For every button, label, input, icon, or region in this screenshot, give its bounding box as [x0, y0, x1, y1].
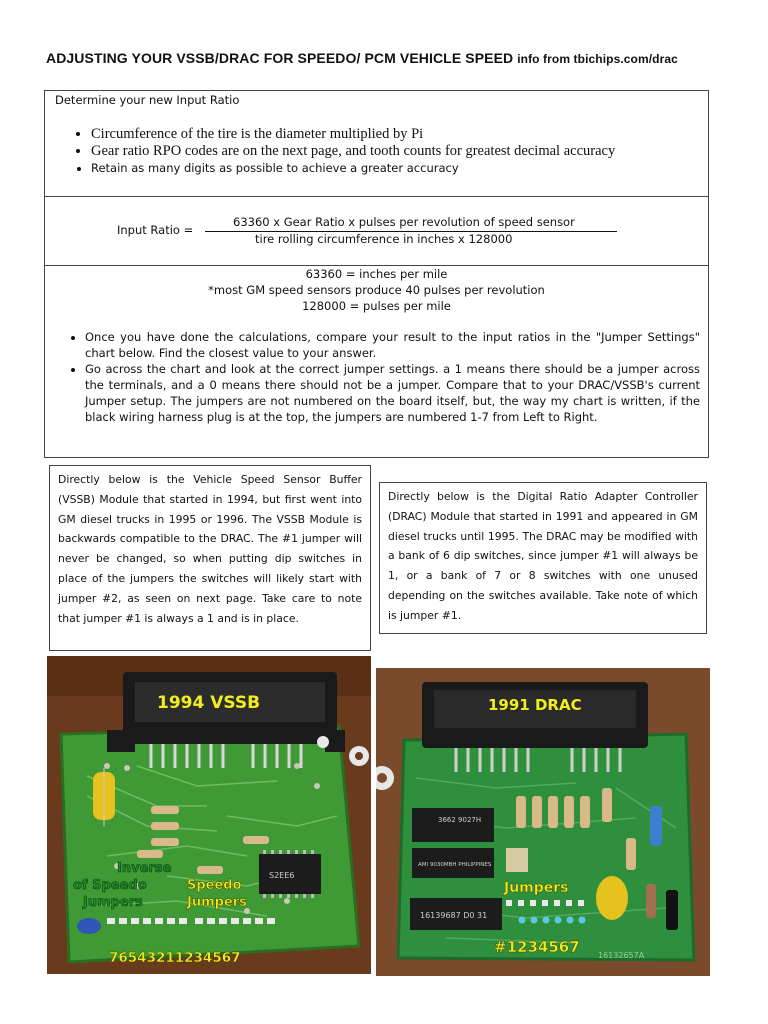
formula-denominator: tire rolling circumference in inches x 128000 — [255, 232, 513, 246]
formula-numerator: 63360 x Gear Ratio x pulses per revolution of speed sensor — [233, 215, 575, 229]
jumpers-label: Jumpers — [504, 880, 569, 896]
input-ratio-section — [45, 91, 708, 197]
note-line: 63360 = inches per mile — [305, 267, 448, 281]
instructions-table — [44, 90, 709, 458]
drac-description: Directly below is the Digital Ratio Adapter Controller (DRAC) Module that started in 1991 and appeared in GM diesel trucks until 1995. The DRAC may be modified with a bank of 6 dip switches, since jumper #1 will always be 1, or a bank of 7 or 8 switches with one unused depending on the switches available. Take note of which is jumper #1. — [379, 482, 707, 634]
board-number: 16132657A — [598, 951, 645, 960]
instruction-list — [67, 329, 700, 425]
instruction-item: • Once you have done the calculations, compare your result to the input ratios in the "Jumper Settings" chart below. Find the closest value to your answer. — [85, 329, 700, 361]
vssb-photo — [47, 656, 371, 974]
photo-title: 1994 VSSB — [157, 693, 261, 713]
drac-photo — [376, 668, 710, 976]
page-title — [46, 50, 678, 66]
capacitor — [596, 876, 628, 920]
title-main: ADJUSTING YOUR VSSB/DRAC FOR SPEEDO/ PCM VEHICLE SPEED — [46, 50, 514, 66]
chip1-marking: 3662 9027H — [438, 816, 482, 824]
hint-list — [75, 126, 615, 177]
section-heading: Determine your new Input Ratio — [55, 93, 240, 107]
hint-item: • Circumference of the tire is the diameter multiplied by Pi — [91, 126, 615, 143]
jumper-numbers: 76543211234567 — [109, 950, 241, 966]
chip-marking: S2EE6 — [269, 871, 295, 880]
label-speedo: Speedo — [187, 878, 242, 893]
label-of-speedo: of Speedo — [73, 878, 147, 893]
note-line: 128000 = pulses per mile — [302, 299, 451, 313]
ic-chip-1 — [412, 808, 494, 842]
label-jumpers-left: Jumpers — [83, 895, 143, 910]
blue-capacitor — [77, 918, 101, 934]
formula-label: Input Ratio = — [117, 223, 194, 237]
photo-title: 1991 DRAC — [488, 696, 582, 714]
notes-section — [45, 265, 708, 457]
label-inverse: Inverse — [117, 861, 172, 876]
vssb-description: Directly below is the Vehicle Speed Sensor Buffer (VSSB) Module that started in 1994, but first went into GM diesel trucks in 1995 or 1996. The VSSB Module is backwards compatible to the DRAC. The #1 jumper will never be changed, so when putting dip switches in place of the jumpers the switches will likely start with jumper #2, as seen on next page. Take care to note that jumper #1 is always a 1 and is in place. — [49, 465, 371, 651]
hint-item: • Gear ratio RPO codes are on the next page, and tooth counts for greatest decimal accuracy — [91, 143, 615, 160]
jumper-numbers: #1234567 — [494, 938, 580, 956]
note-line: *most GM speed sensors produce 40 pulses per revolution — [208, 283, 545, 297]
label-jumpers-right: Jumpers — [187, 895, 247, 910]
chip3-marking: 16139687 D0 31 — [420, 911, 488, 920]
title-source: info from tbichips.com/drac — [517, 52, 678, 66]
hint-item: • Retain as many digits as possible to achieve a greater accuracy — [91, 160, 615, 177]
formula-section — [45, 196, 708, 266]
instruction-item: • Go across the chart and look at the correct jumper settings. a 1 means there should be a jumper across the terminals, and a 0 means there should not be a jumper. Compare that to your DRAC/VSSB's current Jumper setup. The jumpers are not numbered on the board itself, but, the way my chart is written, if the black wiring harness plug is at the top, the jumpers are numbered 1-7 from Left to Right. — [85, 361, 700, 425]
chip2-marking: AMI 9030MBH PHILIPPINES — [418, 862, 492, 868]
